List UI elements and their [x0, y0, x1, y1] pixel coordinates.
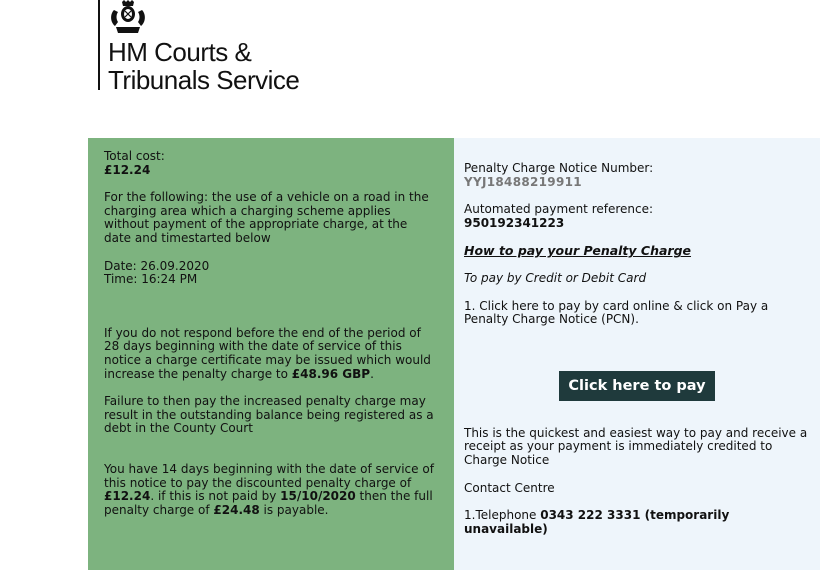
- how-to-pay-heading: How to pay your Penalty Charge: [464, 243, 692, 259]
- county-court-warning: Failure to then pay the increased penalty charge may result in the outstanding balance being registered as a debt in the County Court: [104, 394, 434, 436]
- org-name: [108, 38, 348, 94]
- total-cost-value: £12.24: [104, 162, 151, 177]
- warning-text: If you do not respond before the end of the period of 28 days beginning with the date of service of this notice a charge certificate may be issued which would increase the penalty charge to: [104, 325, 431, 381]
- org-name-line2: Tribunals Service: [108, 65, 300, 95]
- offence-date: Date: 26.09.2020: [104, 258, 210, 273]
- increased-charge-amount: £48.96 GBP: [291, 366, 371, 381]
- payment-reference-value: 950192341223: [464, 215, 565, 230]
- discount-text-2: . if this is not paid by: [150, 489, 281, 504]
- org-name-line1: HM Courts &: [108, 37, 252, 67]
- offence-description: For the following: the use of a vehicle on a road in the charging area which a charging scheme applies without payment of the appropriate charge, at the date and timestarted below: [104, 190, 429, 245]
- telephone-prefix: 1.Telephone: [464, 508, 541, 523]
- charge-certificate-warning: [104, 327, 438, 381]
- telephone-line: [464, 509, 810, 536]
- royal-crest-icon: [108, 0, 148, 36]
- logo-divider: [98, 0, 100, 90]
- discount-notice: [104, 463, 438, 517]
- offence-time: Time: 16:24 PM: [104, 272, 198, 287]
- discount-text-3: then the full penalty charge of: [104, 489, 433, 517]
- discounted-amount: £12.24: [104, 489, 151, 504]
- click-here-to-pay-button[interactable]: Click here to pay: [559, 371, 714, 401]
- discount-deadline: 15/10/2020: [280, 489, 356, 504]
- discount-text-1: You have 14 days beginning with the date of service of this notice to pay the discounted penalty charge of: [104, 461, 434, 490]
- contact-centre-label: Contact Centre: [464, 480, 555, 495]
- pay-online-instruction: 1. Click here to pay by card online & click on Pay a Penalty Charge Notice (PCN).: [464, 298, 769, 327]
- telephone-number: 0343 222 3331 (temporarily unavailable): [464, 508, 730, 536]
- card-payment-label: To pay by Credit or Debit Card: [464, 270, 647, 285]
- pcn-number-value: YYJ18488219911: [464, 174, 582, 189]
- quickest-way-note: This is the quickest and easiest way to pay and receive a receipt as your payment is immediately credited to Charge Notice: [464, 425, 808, 467]
- warning-end: .: [370, 366, 374, 381]
- payment-panel: [454, 138, 820, 570]
- charge-details-panel: [88, 138, 454, 570]
- discount-text-4: is payable.: [259, 502, 329, 517]
- payment-reference-label: Automated payment reference:: [464, 202, 654, 217]
- total-cost-label: Total cost:: [104, 149, 165, 163]
- pcn-number-label: Penalty Charge Notice Number:: [464, 161, 654, 175]
- full-charge-amount: £24.48: [213, 502, 260, 517]
